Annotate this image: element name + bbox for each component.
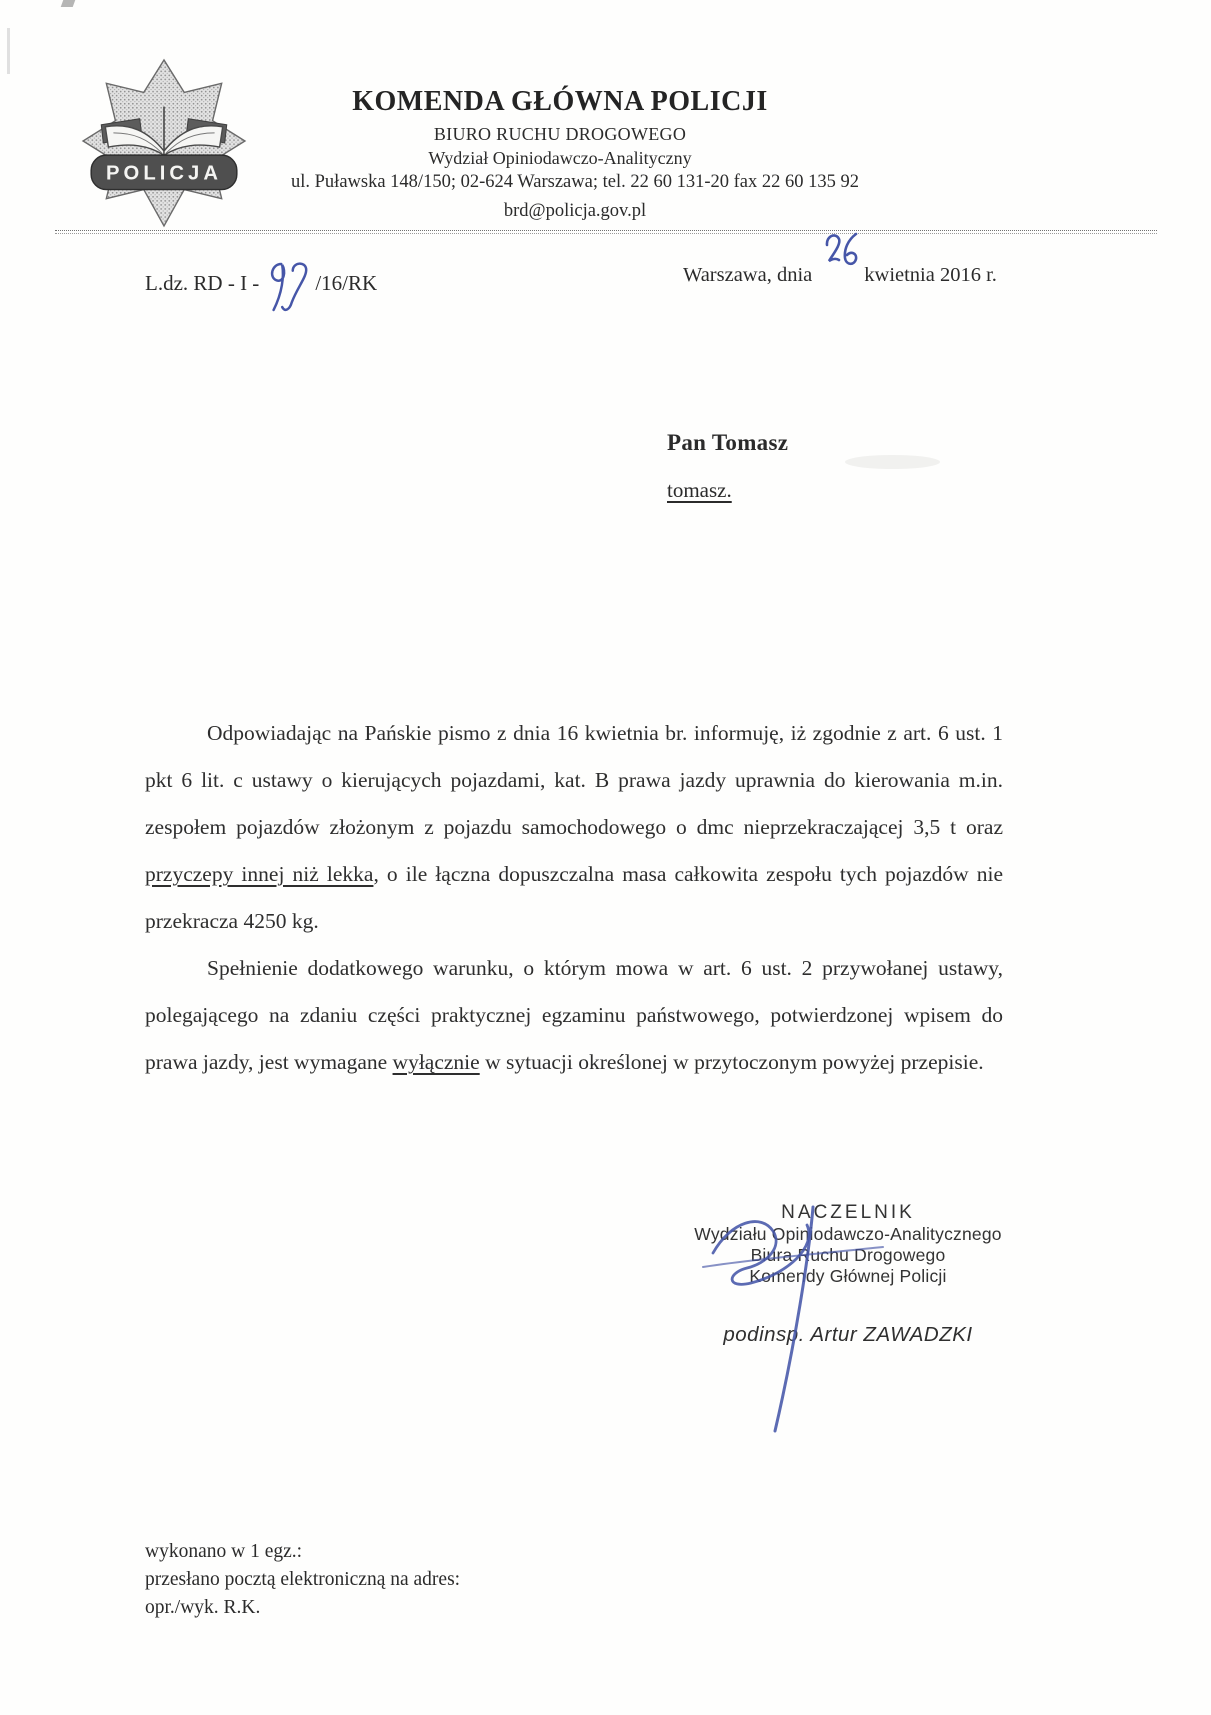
reference-prefix: L.dz. RD - I - <box>145 271 260 295</box>
paragraph-2-text: Spełnienie dodatkowego warunku, o którym mowa w art. 6 ust. 2 przywołanej ustawy, polegającego na zdaniu części praktycznej egzaminu państwowego, potwierdzonej wpisem do prawa jazdy, jest wymagane <box>145 956 1003 1074</box>
email-address: brd@policja.gov.pl <box>503 201 647 221</box>
recipient-name: Pan Tomasz <box>667 430 789 455</box>
letter-body <box>145 710 1003 1086</box>
footer-line-prepared: opr./wyk. R.K. <box>145 1597 261 1618</box>
paragraph-2 <box>145 945 1003 1086</box>
date-suffix: kwietnia 2016 r. <box>864 264 997 286</box>
footer-notes <box>145 1538 460 1622</box>
signature-stamp <box>628 1202 1068 1347</box>
stamp-title: NACZELNIK <box>781 1202 915 1223</box>
paragraph-2-underlined: wyłącznie <box>392 1050 480 1074</box>
police-band-label: POLICJA <box>106 162 222 185</box>
scan-artifact <box>7 28 10 74</box>
stamp-line-bureau: Biura Ruchu Drogowego <box>750 1245 946 1265</box>
paragraph-1-text-2: , o ile łączna dopuszczalna masa całkowita zespołu tych pojazdów nie przekracza 4250 kg. <box>145 862 1003 933</box>
bureau-name: BIURO RUCHU DROGOWEGO <box>433 124 687 144</box>
paragraph-1-underlined: przyczepy innej niż lekka <box>145 862 374 886</box>
address-line: ul. Puławska 148/150; 02-624 Warszawa; tel. 22 60 131-20 fax 22 60 135 92 <box>291 172 859 192</box>
reference-suffix: /16/RK <box>315 271 378 295</box>
paragraph-1-text: Odpowiadając na Pańskie pismo z dnia 16 kwietnia br. informuję, iż zgodnie z art. 6 ust. 1 pkt 6 lit. c ustawy o kierujących pojazdami, kat. B prawa jazdy uprawnia do kierowania m.in. zespołem pojazdów złożonym z pojazdu samochodowego o dmc nieprzekraczającej 3,5 t oraz <box>145 721 1003 839</box>
paragraph-2-text-2: w sytuacji określonej w przytoczonym powyżej przepisie. <box>479 1050 984 1074</box>
date-prefix: Warszawa, dnia <box>683 264 813 286</box>
footer-line-copies: wykonano w 1 egz.: <box>145 1541 303 1562</box>
footer-line-sent: przesłano pocztą elektroniczną na adres: <box>145 1569 461 1590</box>
letterhead-address <box>180 172 970 222</box>
division-name: Wydział Opiniodawczo-Analityczny <box>428 148 692 168</box>
date-line <box>683 243 997 287</box>
recipient-address: tomasz. <box>667 478 732 502</box>
reference-line <box>145 258 377 316</box>
scan-artifact <box>61 0 76 7</box>
letterhead <box>180 86 940 169</box>
scan-artifact <box>845 455 940 469</box>
handwritten-day <box>822 229 862 271</box>
stamp-line-division: Wydziału Opiniodawczo-Analitycznego <box>694 1224 1002 1244</box>
recipient-block <box>667 430 788 503</box>
paragraph-1 <box>145 710 1003 945</box>
handwritten-reference-number <box>265 258 309 316</box>
stamp-line-org: Komendy Głównej Policji <box>749 1266 947 1286</box>
org-name: KOMENDA GŁÓWNA POLICJI <box>352 86 768 117</box>
header-divider <box>55 230 1157 234</box>
signer-name: podinsp. Artur ZAWADZKI <box>723 1323 973 1346</box>
